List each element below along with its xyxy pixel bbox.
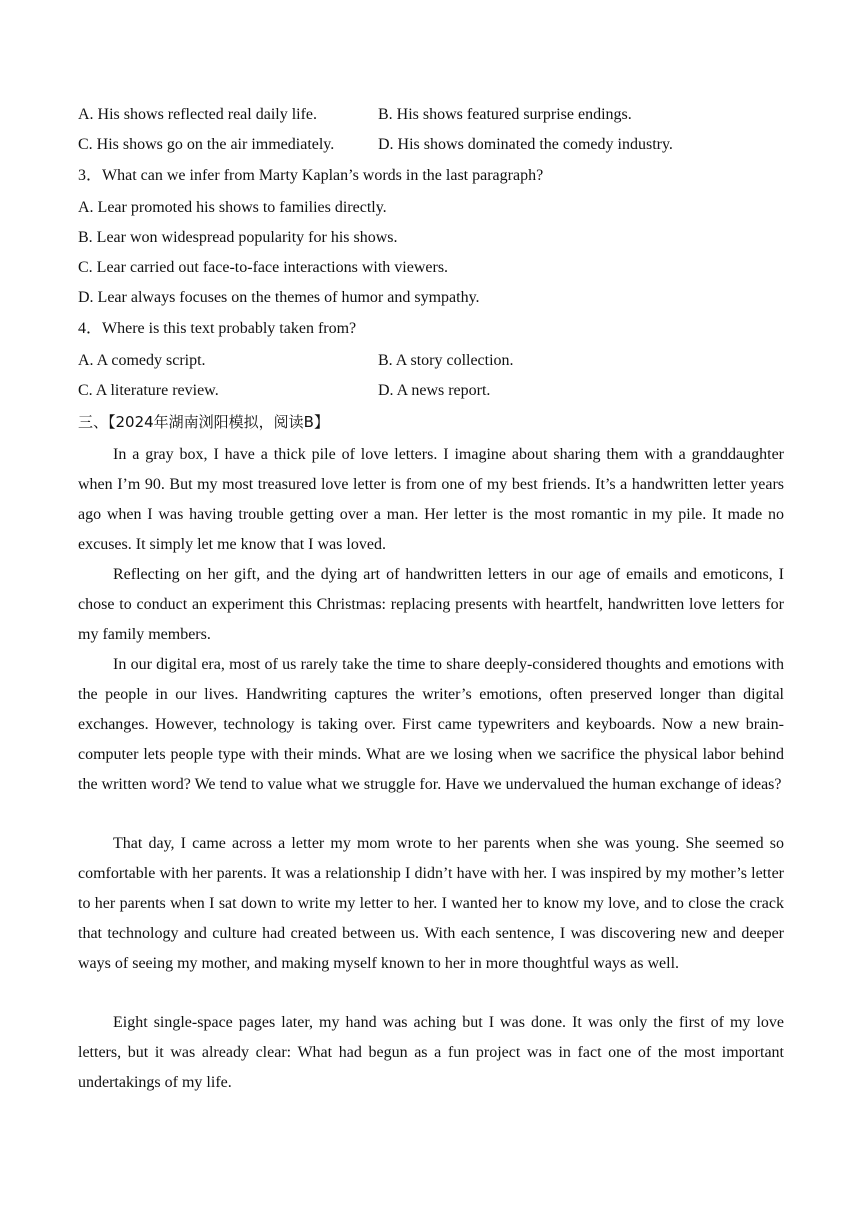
option-c: C. His shows go on the air immediately. xyxy=(78,136,335,153)
paragraph-3: In our digital era, most of us rarely take the time to share deeply-considered thoughts and emotions with the people in our lives. Handwriting captures the writer’s emotions, often preserved longer than digital exchanges. However, technology is taking over. First came typewriters and keyboards. Now a new brain-computer lets people type with their minds. What are we losing when we sacrifice the physical labor behind the written word? We tend to value what we struggle for. Have we undervalued the human exchange of ideas? xyxy=(78,656,784,793)
question-4-stem: 4．Where is this text probably taken from? xyxy=(78,320,357,337)
paragraph-4: That day, I came across a letter my mom wrote to her parents when she was young. She seemed so comfortable with her parents. It was a relationship I didn’t have with her. I was inspired by my mother’s letter to her parents when I sat down to write my letter to her. I wanted her to know my love, and to close the crack that technology and culture had created between us. With each sentence, I was discovering new and deeper ways of seeing my mother, and making myself known to her in more thoughtful ways as well. xyxy=(78,835,784,972)
question-3-stem: 3．What can we infer from Marty Kaplan’s words in the last paragraph? xyxy=(78,167,544,184)
section-heading: 三、【2024年湖南浏阳模拟，阅读B】 xyxy=(78,413,329,431)
q3-option-b: B. Lear won widespread popularity for his shows. xyxy=(78,229,398,246)
q3-option-a: A. Lear promoted his shows to families directly. xyxy=(78,199,387,216)
option-b: B. His shows featured surprise endings. xyxy=(378,106,632,123)
q3-option-d: D. Lear always focuses on the themes of humor and sympathy. xyxy=(78,289,480,306)
q4-option-c: C. A literature review. xyxy=(78,382,219,399)
option-a: A. His shows reflected real daily life. xyxy=(78,106,318,123)
q3-option-c: C. Lear carried out face-to-face interactions with viewers. xyxy=(78,259,449,276)
q4-option-d: D. A news report. xyxy=(378,382,491,399)
paragraph-5: Eight single-space pages later, my hand was aching but I was done. It was only the first of my love letters, but it was already clear: What had begun as a fun project was in fact one of the most important undertakings of my life. xyxy=(78,1014,784,1091)
q4-option-a: A. A comedy script. xyxy=(78,352,206,369)
paragraph-1: In a gray box, I have a thick pile of love letters. I imagine about sharing them with a granddaughter when I’m 90. But my most treasured love letter is from one of my best friends. It’s a handwritten letter years ago when I was having trouble getting over a man. Her letter is the most romantic in my pile. It made no excuses. It simply let me know that I was loved. xyxy=(78,446,784,553)
q4-option-b: B. A story collection. xyxy=(378,352,514,369)
option-d: D. His shows dominated the comedy industry. xyxy=(378,136,673,153)
paragraph-2: Reflecting on her gift, and the dying art of handwritten letters in our age of emails and emoticons, I chose to conduct an experiment this Christmas: replacing presents with heartfelt, handwritten love letters for my family members. xyxy=(78,566,784,643)
